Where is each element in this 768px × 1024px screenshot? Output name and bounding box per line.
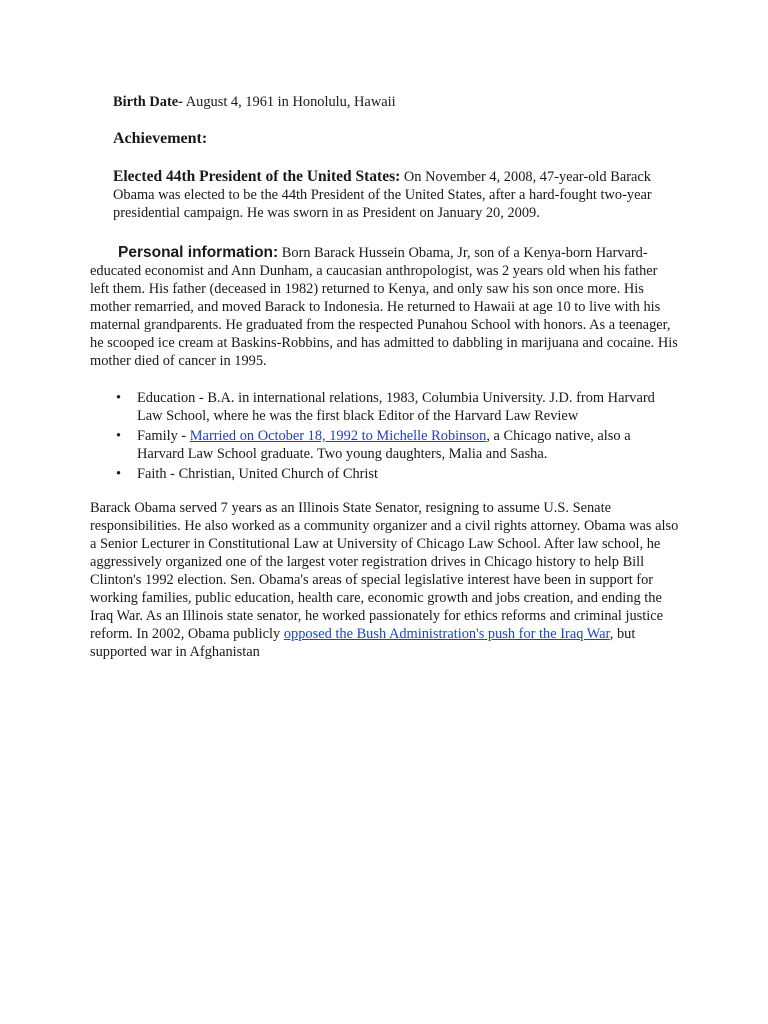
birth-date-value: August 4, 1961 in Honolulu, Hawaii (182, 94, 396, 110)
achievement-heading: Achievement: (113, 130, 208, 147)
personal-info-label: Personal information: (118, 244, 279, 261)
career-suffix: , but supported war in Afghanistan (90, 626, 636, 660)
family-marriage-link[interactable]: Married on October 18, 1992 to Michelle Robinson (189, 428, 487, 444)
facts-list (90, 389, 670, 485)
list-item-faith (90, 465, 670, 483)
personal-info-paragraph (90, 244, 680, 370)
personal-info-text: Born Barack Hussein Obama, Jr, son of a Kenya-born Harvard-educated economist and Ann Dunham, a caucasian anthropologist, was 2 years old when his father left them. His father (deceased in 1982) returned to Kenya, and only saw his son once more. His mother remarried, and moved Barack to Indonesia. He returned to Hawaii at age 10 to live with his maternal grandparents. He graduated from the respected Punahou School with honors. As a teenager, he scooped ice cream at Baskins-Robbins, and has admitted to dabbling in marijuana and cocaine. His mother died of cancer in 1995. (90, 245, 678, 369)
iraq-war-link[interactable]: opposed the Bush Administration's push for the Iraq War (283, 626, 610, 642)
family-prefix: Family - (137, 428, 190, 444)
education-text: Education - B.A. in international relations, 1983, Columbia University. J.D. from Harvard Law School, where he was the first black Editor of the Harvard Law Review (137, 390, 655, 424)
career-paragraph (90, 499, 680, 661)
bullet-marker: • (116, 428, 122, 444)
bullet-marker: • (116, 390, 122, 406)
bullet-marker: • (116, 466, 122, 482)
birth-date-label: Birth Date- (113, 94, 183, 110)
birth-date-paragraph (113, 93, 673, 111)
achievement-lead: Elected 44th President of the United States: (113, 168, 401, 185)
achievement-paragraph (113, 168, 673, 222)
career-text: Barack Obama served 7 years as an Illinois State Senator, resigning to assume U.S. Senate responsibilities. He also worked as a community organizer and a civil rights attorney. Obama was also a Senior Lecturer in Constitutional Law at University of Chicago Law School. After law school, he aggressively organized one of the largest voter registration drives in Chicago history to help Bill Clinton's 1992 election. Sen. Obama's areas of special legislative interest have been in support for working families, public education, health care, economic growth and jobs creation, and ending the Iraq War. As an Illinois state senator, he worked passionately for ethics reforms and criminal justice reform. In 2002, Obama publicly (90, 500, 679, 642)
faith-text: Faith - Christian, United Church of Christ (137, 466, 379, 482)
list-item-family (90, 427, 670, 463)
family-suffix: , a Chicago native, also a Harvard Law School graduate. Two young daughters, Malia and Sasha. (137, 428, 631, 462)
achievement-text: On November 4, 2008, 47-year-old Barack Obama was elected to be the 44th President of the United States, after a hard-fought two-year presidential campaign. He was sworn in as President on January 20, 2009. (113, 169, 652, 221)
list-item-education (90, 389, 670, 425)
